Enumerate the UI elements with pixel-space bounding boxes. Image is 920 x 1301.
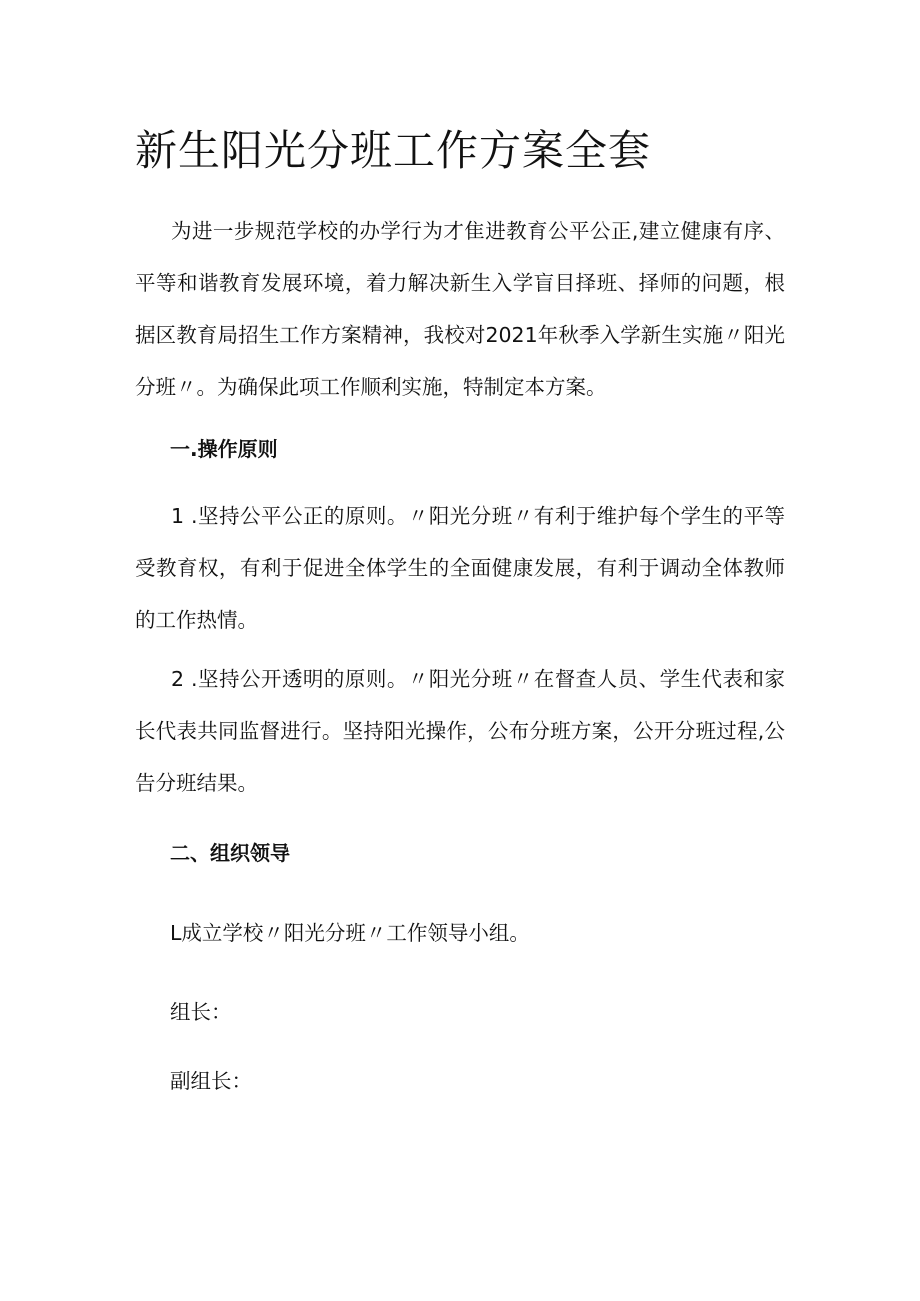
section-heading-organization: 二、组织领导 [170, 841, 290, 865]
principle-2-paragraph: 2 .坚持公开透明的原则。〃阳光分班〃在督查人员、学生代表和家长代表共同监督进行。坚持阳光操作，公布分班方案，公开分班过程,公告分班结果。 [135, 667, 785, 795]
deputy-leader-label: 副组长： [170, 1069, 252, 1093]
org-item-1: L成立学校〃阳光分班〃工作领导小组。 [170, 921, 530, 945]
section-heading-principles: 一.操作原则 [170, 437, 278, 461]
principle-1-paragraph: 1 .坚持公平公正的原则。〃阳光分班〃有利于维护每个学生的平等受教育权，有利于促进全体学生的全面健康发展，有利于调动全体教师的工作热情。 [135, 504, 785, 632]
document-title: 新生阳光分班工作方案全套 [135, 126, 652, 175]
leader-label: 组长： [170, 1000, 232, 1024]
intro-paragraph: 为进一步规范学校的办学行为才隹进教育公平公正,建立健康有序、平等和谐教育发展环境，着力解决新生入学盲目择班、择师的问题，根据区教育局招生工作方案精神，我校对2021年秋季入学新生实施〃阳光分班〃。为确保此项工作顺利实施，特制定本方案。 [135, 219, 785, 399]
